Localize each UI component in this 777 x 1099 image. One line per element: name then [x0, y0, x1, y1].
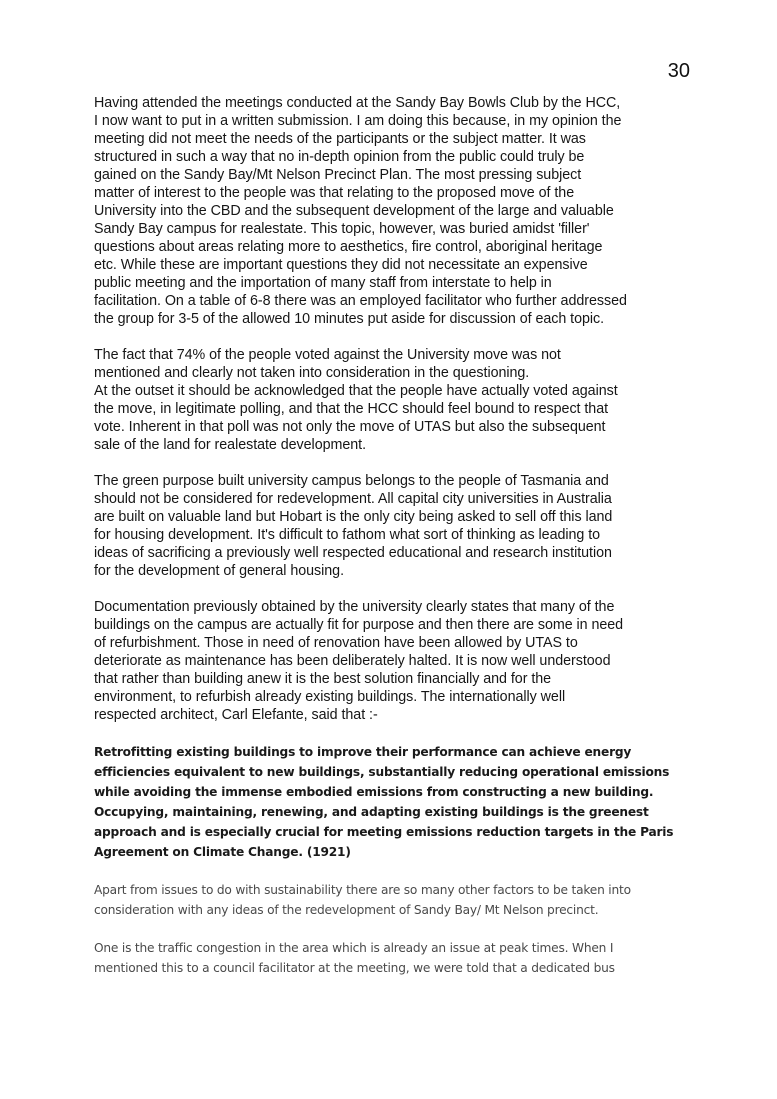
text-line: consideration with any ideas of the redevelopment of Sandy Bay/ Mt Nelson precinct.: [94, 903, 599, 917]
text-line: gained on the Sandy Bay/Mt Nelson Precinct Plan. The most pressing subject: [94, 167, 582, 183]
text-line: buildings on the campus are actually fit for purpose and then there are some in need: [94, 617, 624, 633]
text-line: deteriorate as maintenance has been deliberately halted. It is now well understood: [94, 653, 611, 669]
page-number: 30: [667, 60, 690, 82]
paragraph-sustainability: [94, 880, 694, 920]
text-line: are built on valuable land but Hobart is the only city being asked to sell off this land: [94, 509, 613, 525]
text-line: meeting did not meet the needs of the participants or the subject matter. It was: [94, 131, 586, 147]
text-line: The green purpose built university campus belongs to the people of Tasmania and: [94, 473, 609, 489]
quote-line: Occupying, maintaining, renewing, and adapting existing buildings is the greenest: [94, 805, 649, 819]
text-line: public meeting and the importation of many staff from interstate to help in: [94, 275, 552, 291]
text-line: One is the traffic congestion in the area which is already an issue at peak times. When I: [94, 941, 614, 955]
text-line: should not be considered for redevelopment. All capital city universities in Australia: [94, 491, 612, 507]
text-line: ideas of sacrificing a previously well respected educational and research institution: [94, 545, 612, 561]
text-line: facilitation. On a table of 6-8 there was an employed facilitator who further addressed: [94, 293, 627, 309]
paragraph-traffic: [94, 938, 694, 978]
text-line: vote. Inherent in that poll was not only the move of UTAS but also the subsequent: [94, 419, 606, 435]
text-line: Having attended the meetings conducted at the Sandy Bay Bowls Club by the HCC,: [94, 95, 621, 111]
text-line: environment, to refurbish already existing buildings. The internationally well: [94, 689, 566, 705]
text-line: etc. While these are important questions they did not necessitate an expensive: [94, 257, 588, 273]
text-line: matter of interest to the people was that relating to the proposed move of the: [94, 185, 575, 201]
text-line: structured in such a way that no in-depth opinion from the public could truly be: [94, 149, 585, 165]
text-line: the move, in legitimate polling, and that the HCC should feel bound to respect that: [94, 401, 609, 417]
text-line: respected architect, Carl Elefante, said that :-: [94, 707, 378, 723]
block-quote: [94, 742, 694, 862]
text-line: I now want to put in a written submission. I am doing this because, in my opinion the: [94, 113, 622, 129]
text-line: University into the CBD and the subsequent development of the large and valuable: [94, 203, 614, 219]
paragraph-campus: [94, 472, 694, 580]
text-line: Sandy Bay campus for realestate. This topic, however, was buried amidst 'filler': [94, 221, 590, 237]
text-line: The fact that 74% of the people voted against the University move was not: [94, 347, 561, 363]
quote-line: Agreement on Climate Change. (1921): [94, 845, 351, 859]
text-line: Apart from issues to do with sustainability there are so many other factors to be taken into: [94, 883, 631, 897]
text-line: that rather than building anew it is the best solution financially and for the: [94, 671, 552, 687]
quote-line: efficiencies equivalent to new buildings, substantially reducing operational emissions: [94, 765, 670, 779]
text-line: sale of the land for realestate development.: [94, 437, 366, 453]
document-body: [94, 94, 694, 978]
quote-line: Retrofitting existing buildings to improve their performance can achieve energy: [94, 745, 632, 759]
quote-line: while avoiding the immense embodied emissions from constructing a new building.: [94, 785, 654, 799]
paragraph-vote: [94, 346, 694, 454]
quote-line: approach and is especially crucial for meeting emissions reduction targets in the Paris: [94, 825, 674, 839]
paragraph-documentation: [94, 598, 694, 724]
text-line: the group for 3-5 of the allowed 10 minutes put aside for discussion of each topic.: [94, 311, 605, 327]
text-line: Documentation previously obtained by the university clearly states that many of the: [94, 599, 615, 615]
text-line: At the outset it should be acknowledged that the people have actually voted against: [94, 383, 618, 399]
paragraph-meetings: [94, 94, 694, 328]
text-line: mentioned this to a council facilitator at the meeting, we were told that a dedicated bus: [94, 961, 615, 975]
text-line: questions about areas relating more to aesthetics, fire control, aboriginal heritage: [94, 239, 603, 255]
text-line: mentioned and clearly not taken into consideration in the questioning.: [94, 365, 530, 381]
text-line: for housing development. It's difficult to fathom what sort of thinking as leading to: [94, 527, 601, 543]
text-line: for the development of general housing.: [94, 563, 345, 579]
text-line: of refurbishment. Those in need of renovation have been allowed by UTAS to: [94, 635, 578, 651]
